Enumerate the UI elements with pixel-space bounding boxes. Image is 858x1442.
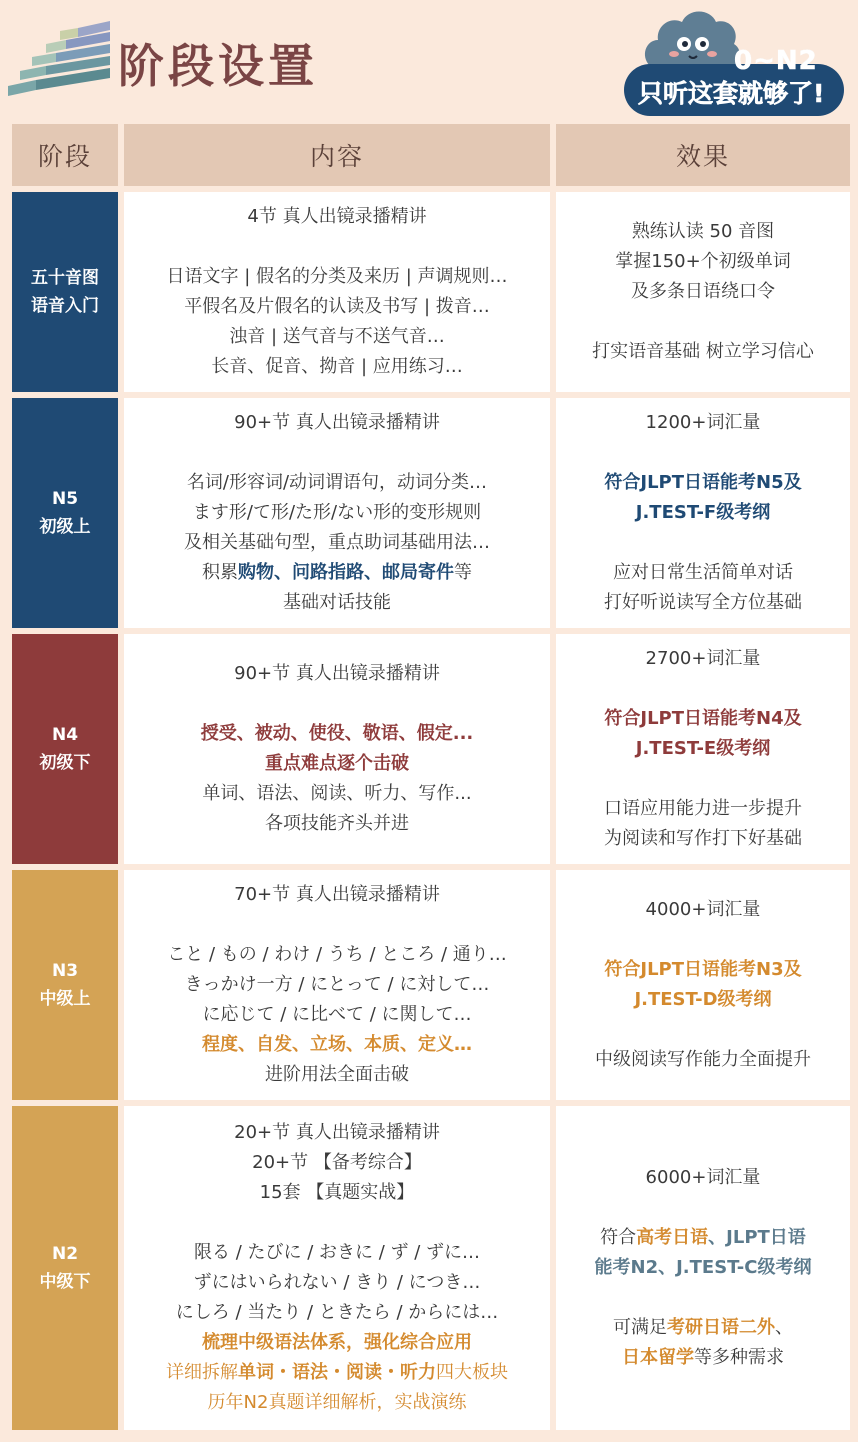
effect-line: 打实语音基础 树立学习信心 bbox=[592, 341, 814, 362]
stage-name: N5 bbox=[51, 489, 79, 509]
effect-line bbox=[613, 1313, 793, 1343]
effect-line: 6000+词汇量 bbox=[645, 1167, 761, 1188]
content-cell-n2 bbox=[124, 1106, 550, 1430]
exam-standard: J.TEST-F级考纲 bbox=[635, 502, 771, 523]
stage-name: N2 bbox=[51, 1244, 79, 1264]
effect-cell-n3 bbox=[556, 870, 850, 1100]
content-line: 各项技能齐头并进 bbox=[265, 813, 409, 834]
text-segment: 、 bbox=[775, 1317, 793, 1338]
effect-line: 应对日常生活简单对话 bbox=[613, 562, 793, 583]
content-line: 20+节 真人出镜录播精讲 bbox=[234, 1122, 440, 1143]
content-line: 15套 【真题实战】 bbox=[259, 1182, 415, 1203]
text-segment: 四大板块 bbox=[436, 1362, 508, 1383]
content-line: 20+节 【备考综合】 bbox=[252, 1152, 422, 1173]
highlight-text: 单词・语法・阅读・听力 bbox=[238, 1362, 436, 1383]
effect-line: 为阅读和写作打下好基础 bbox=[604, 828, 802, 849]
highlight-text: 日本留学 bbox=[622, 1347, 694, 1368]
text-segment: 可满足 bbox=[613, 1317, 667, 1338]
stage-name: N4 bbox=[51, 725, 79, 745]
stage-subname: 语音入门 bbox=[31, 296, 99, 316]
effect-line: 2700+词汇量 bbox=[645, 648, 761, 669]
stage-subname: 中级下 bbox=[39, 1272, 91, 1292]
text-segment: 等多种需求 bbox=[694, 1347, 784, 1368]
content-line: 日语文字 | 假名的分类及来历 | 声调规则… bbox=[166, 266, 508, 287]
content-line: 长音、促音、拗音 | 应用练习… bbox=[211, 356, 463, 377]
effect-line: 1200+词汇量 bbox=[645, 412, 761, 433]
content-line: 70+节 真人出镜录播精讲 bbox=[234, 884, 440, 905]
effect-line: 中级阅读写作能力全面提升 bbox=[595, 1049, 811, 1070]
content-cell-n5 bbox=[124, 398, 550, 628]
effect-cell-n2 bbox=[556, 1106, 850, 1430]
content-line: にしろ / 当たり / ときたら / からには… bbox=[175, 1302, 499, 1323]
effect-cell-n4 bbox=[556, 634, 850, 864]
badge-level-range: 0~N2 bbox=[734, 46, 818, 76]
content-line: 4节 真人出镜录播精讲 bbox=[247, 206, 427, 227]
effect-cell-kana bbox=[556, 192, 850, 392]
exam-standard: J.TEST-D级考纲 bbox=[634, 989, 772, 1010]
content-cell-n4 bbox=[124, 634, 550, 864]
content-line: 限る / たびに / おきに / ず / ずに… bbox=[193, 1242, 481, 1263]
text-segment: 等 bbox=[454, 562, 472, 583]
stage-cell-kana bbox=[12, 192, 118, 392]
content-line: 进阶用法全面击破 bbox=[265, 1064, 409, 1085]
stage-cell-n2 bbox=[12, 1106, 118, 1430]
exam-standard: J.TEST-E级考纲 bbox=[635, 738, 771, 759]
stage-name: N3 bbox=[51, 961, 79, 981]
exam-standard: 符合JLPT日语能考N3及 bbox=[604, 959, 802, 980]
effect-line: 口语应用能力进一步提升 bbox=[604, 798, 802, 819]
effect-line: 熟练认读 50 音图 bbox=[631, 221, 775, 242]
stage-subname: 初级下 bbox=[39, 753, 91, 773]
content-cell-kana bbox=[124, 192, 550, 392]
content-line: ずにはいられない / きり / につき… bbox=[193, 1272, 481, 1293]
content-line: 及相关基础句型，重点助词基础用法… bbox=[184, 532, 490, 553]
highlight-text: 梳理中级语法体系，强化综合应用 bbox=[202, 1332, 472, 1353]
content-line: 基础对话技能 bbox=[283, 592, 391, 613]
stage-subname: 中级上 bbox=[39, 989, 91, 1009]
content-line: 历年N2真题详细解析，实战演练 bbox=[207, 1392, 467, 1413]
cloud-mascot-icon bbox=[640, 6, 744, 70]
col-header-content: 内容 bbox=[124, 124, 550, 186]
effect-line: 4000+词汇量 bbox=[645, 899, 761, 920]
badge-slogan: 只听这套就够了! bbox=[638, 79, 825, 108]
highlight-text: 授受、被动、使役、敬语、假定... bbox=[200, 723, 474, 744]
text-segment: 详细拆解 bbox=[166, 1362, 238, 1383]
highlight-text: 高考日语 bbox=[636, 1227, 709, 1248]
exam-standard: 符合JLPT日语能考N4及 bbox=[604, 708, 802, 729]
content-line: こと / もの / わけ / うち / ところ / 通り… bbox=[167, 944, 507, 965]
content-line: きっかけ一方 / にとって / に対して… bbox=[184, 974, 490, 995]
staircase-icon bbox=[6, 18, 110, 98]
highlight-text: 考研日语二外 bbox=[667, 1317, 775, 1338]
content-line: 90+节 真人出镜录播精讲 bbox=[234, 412, 440, 433]
stage-cell-n4 bbox=[12, 634, 118, 864]
content-line bbox=[166, 1358, 508, 1388]
content-line: 浊音 | 送气音与不送气音… bbox=[229, 326, 445, 347]
effect-line: 及多条日语绕口令 bbox=[631, 281, 775, 302]
content-line: 90+节 真人出镜录播精讲 bbox=[234, 663, 440, 684]
effect-cell-n5 bbox=[556, 398, 850, 628]
effect-line bbox=[622, 1343, 784, 1373]
content-cell-n3 bbox=[124, 870, 550, 1100]
content-line bbox=[202, 558, 472, 588]
col-header-effect: 效果 bbox=[556, 124, 850, 186]
highlight-text: 程度、自发、立场、本质、定义… bbox=[202, 1034, 472, 1055]
effect-line bbox=[600, 1223, 806, 1253]
content-line: 名词/形容词/动词谓语句，动词分类… bbox=[186, 472, 488, 493]
col-header-stage: 阶段 bbox=[12, 124, 118, 186]
page-title: 阶段设置 bbox=[118, 39, 318, 93]
stage-cell-n3 bbox=[12, 870, 118, 1100]
stage-name: 五十音图 bbox=[31, 268, 99, 288]
highlight-text: 购物、问路指路、邮局寄件 bbox=[238, 562, 454, 583]
content-line: ます形/て形/た形/ない形的变形规则 bbox=[192, 502, 482, 523]
exam-standard: 能考N2、J.TEST-C级考纲 bbox=[594, 1257, 812, 1278]
effect-line: 打好听说读写全方位基础 bbox=[604, 592, 802, 613]
highlight-text: 重点难点逐个击破 bbox=[265, 753, 409, 774]
page-header bbox=[0, 0, 858, 118]
text-segment: 积累 bbox=[202, 562, 238, 583]
stage-subname: 初级上 bbox=[39, 517, 91, 537]
effect-line: 掌握150+个初级单词 bbox=[615, 251, 791, 272]
content-line: 平假名及片假名的认读及书写 | 拨音… bbox=[184, 296, 490, 317]
content-line: に応じて / に比べて / に関して… bbox=[202, 1004, 472, 1025]
text-segment: 符合 bbox=[600, 1227, 637, 1248]
highlight-text: 、JLPT日语 bbox=[708, 1227, 806, 1248]
content-line: 单词、语法、阅读、听力、写作... bbox=[202, 783, 472, 804]
exam-standard: 符合JLPT日语能考N5及 bbox=[604, 472, 802, 493]
stage-cell-n5 bbox=[12, 398, 118, 628]
promo-badge bbox=[624, 6, 846, 116]
